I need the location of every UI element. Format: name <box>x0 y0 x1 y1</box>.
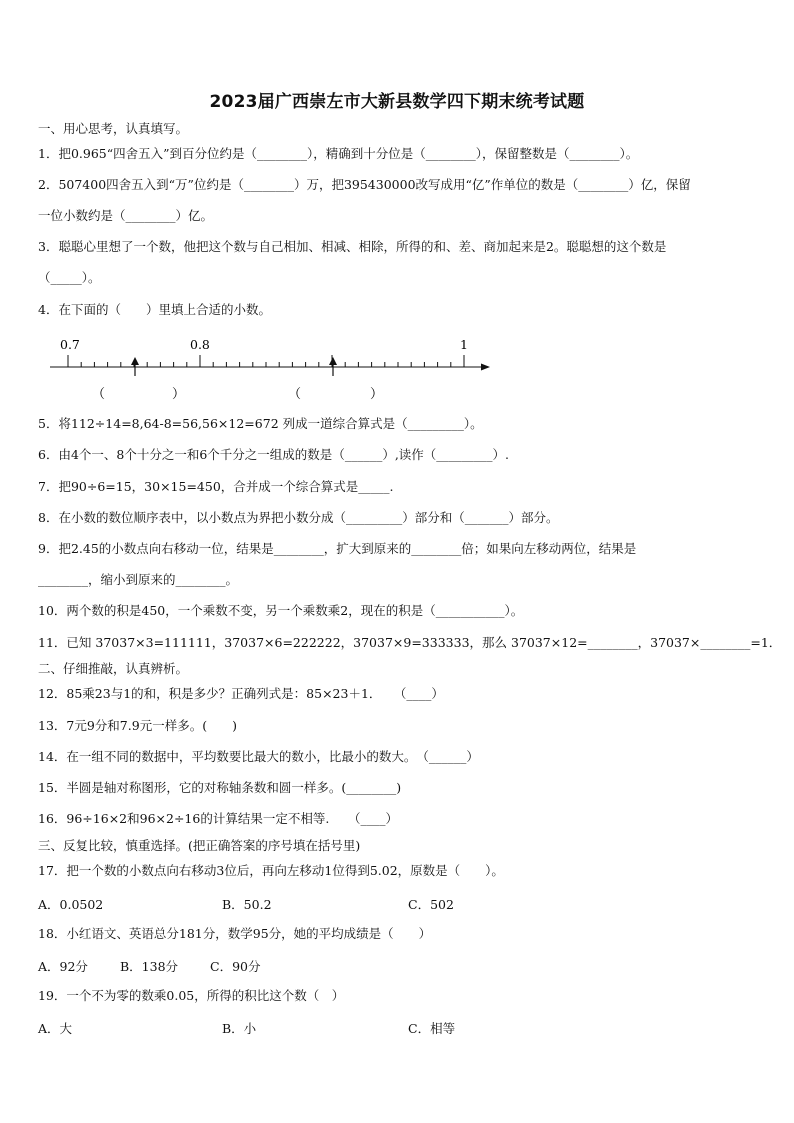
number-line-arrowhead <box>481 364 490 371</box>
section-3-heading: 三、反复比较，慎重选择。(把正确答案的序号填在括号里) <box>38 838 361 853</box>
question-4: 4．在下面的（ ）里填上合适的小数。 <box>38 302 271 317</box>
question-14: 14．在一组不同的数据中，平均数要比最大的数小，比最小的数大。 （______） <box>38 749 479 764</box>
option-c: C．502 <box>408 897 454 912</box>
section-1-heading: 一、用心思考，认真填写。 <box>38 121 189 136</box>
option-b: B．小 <box>222 1021 257 1036</box>
option-a: A．大 <box>38 1021 73 1036</box>
option-b: B．138分 <box>120 959 179 974</box>
section-2-heading: 二、仔细推敲，认真辨析。 <box>38 661 189 676</box>
question-2-line-1: 2．507400四舍五入到“万”位约是（________）万，把395430000改写成用“亿”作单位的数是（________）亿，保留 <box>38 177 691 192</box>
question-11: 11．已知 37037×3=111111，37037×6=222222，37037×9=333333，那么 37037×12=________，37037×________=1． <box>38 635 782 650</box>
option-b: B．50.2 <box>222 897 272 912</box>
question-19: 19．一个不为零的数乘0.05，所得的积比这个数（ ） <box>38 988 345 1003</box>
answer-blank-2-close: ） <box>370 387 384 402</box>
option-c: C．90分 <box>210 959 261 974</box>
question-16: 16．96÷16×2和96×2÷16的计算结果一定不相等. （____） <box>38 811 399 826</box>
answer-blank-1-open: （ <box>92 387 106 402</box>
question-3-line-1: 3．聪聪心里想了一个数，他把这个数与自己相加、相减、相除，所得的和、差、商加起来是2。聪聪想的这个数是 <box>38 239 667 254</box>
number-line-ticks <box>68 355 464 367</box>
question-1: 1．把0.965“四舍五入”到百分位约是（________），精确到十分位是（________），保留整数是（________）。 <box>38 146 639 161</box>
number-line-label-0.8: 0.8 <box>190 337 210 352</box>
question-9-line-2: ________，缩小到原来的________。 <box>38 572 239 587</box>
number-line <box>40 330 500 405</box>
question-6: 6．由4个一、8个十分之一和6个千分之一组成的数是（______）,读作（_________）. <box>38 447 510 462</box>
option-a: A．92分 <box>38 959 88 974</box>
question-2-line-2: 一位小数约是（________）亿。 <box>38 208 214 223</box>
question-18: 18．小红语文、英语总分181分，数学95分，她的平均成绩是（ ） <box>38 926 432 941</box>
answer-blank-2-open: （ <box>288 387 302 402</box>
question-15: 15．半圆是轴对称图形，它的对称轴条数和圆一样多。(________) <box>38 780 402 795</box>
question-10: 10．两个数的积是450，一个乘数不变，另一个乘数乘2，现在的积是（___________）。 <box>38 603 524 618</box>
question-13: 13．7元9分和7.9元一样多。( ) <box>38 718 237 733</box>
question-9-line-1: 9．把2.45的小数点向右移动一位，结果是________，扩大到原来的________倍；如果向左移动两位，结果是 <box>38 541 637 556</box>
number-line-label-0.7: 0.7 <box>60 337 80 352</box>
option-a: A．0.0502 <box>38 897 104 912</box>
question-7: 7．把90÷6=15，30×15=450，合并成一个综合算式是_____. <box>38 479 394 494</box>
question-8: 8．在小数的数位顺序表中，以小数点为界把小数分成（_________）部分和（_______）部分。 <box>38 510 559 525</box>
question-12: 12．85乘23与1的和，积是多少？正确列式是：85×23＋1． （____） <box>38 686 444 701</box>
question-5: 5．将112÷14=8,64-8=56,56×12=672 列成一道综合算式是（_________）。 <box>38 416 483 431</box>
number-line-label-1: 1 <box>460 337 468 352</box>
question-3-line-2: （_____）。 <box>38 270 101 285</box>
answer-blank-1-close: ） <box>172 387 186 402</box>
question-17: 17．把一个数的小数点向右移动3位后，再向左移动1位得到5.02，原数是（ ）。 <box>38 863 504 878</box>
option-c: C．相等 <box>408 1021 456 1036</box>
page-title: 2023届广西崇左市大新县数学四下期末统考试题 <box>209 92 585 112</box>
